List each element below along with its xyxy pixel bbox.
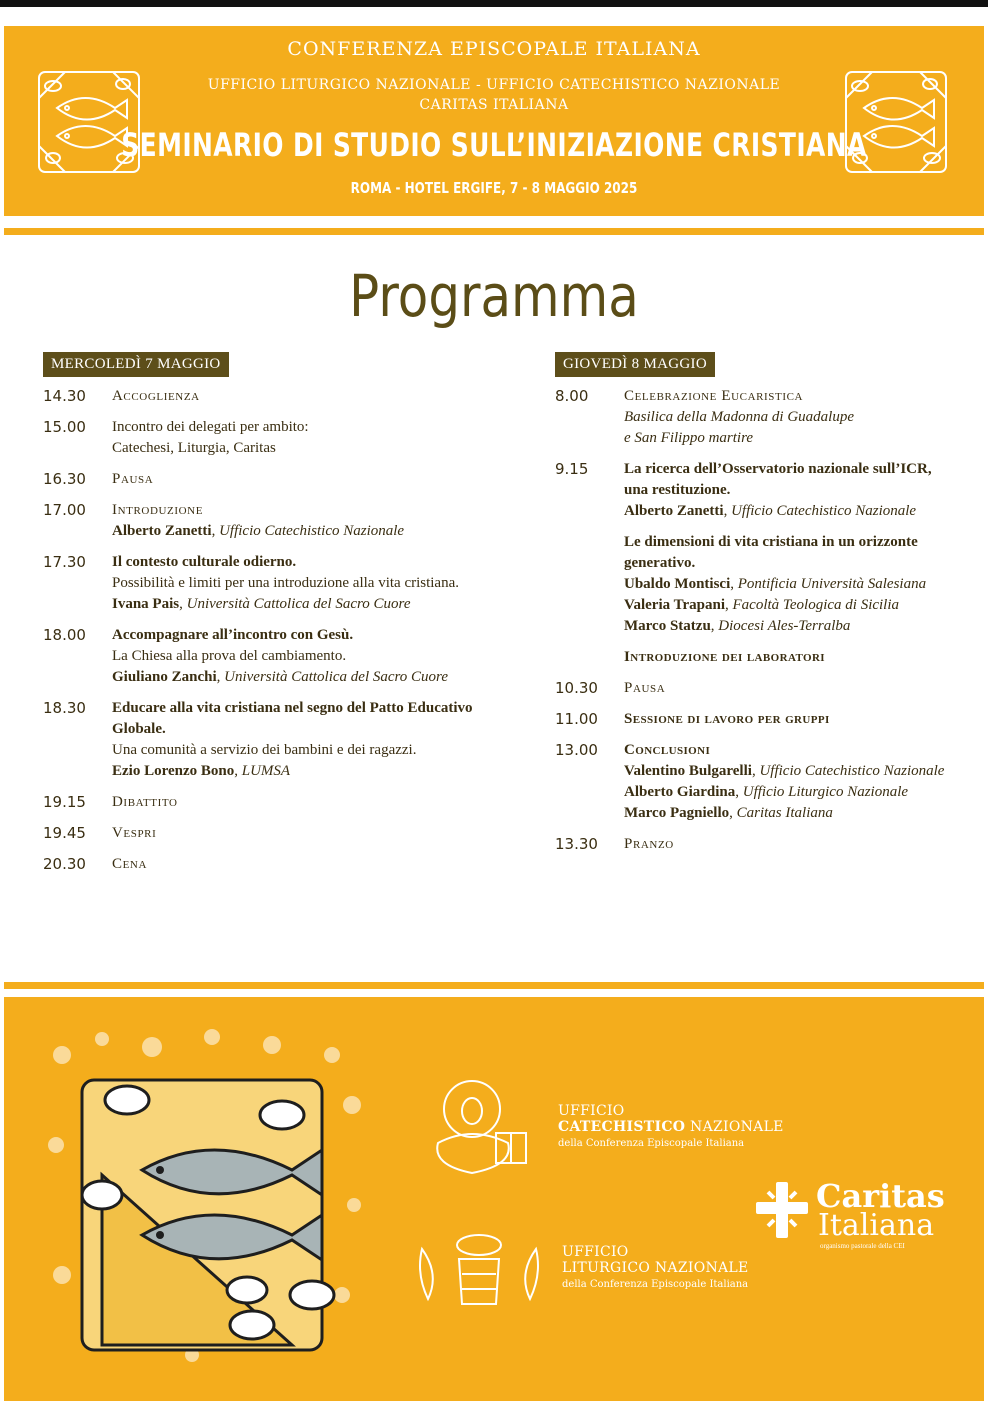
item-title: Conclusioni [624, 742, 711, 758]
item-text: Incontro dei delegati per ambito: [112, 419, 309, 435]
catechistico-office-label [558, 1103, 784, 1149]
speaker-affiliation: Ufficio Catechistico Nazionale [759, 763, 945, 779]
day2-label: GIOVEDÌ 8 MAGGIO [555, 352, 715, 377]
speaker-name: Ivana Pais [112, 596, 180, 612]
item-title: Pausa [112, 471, 154, 487]
speaker-affiliation: Diocesi Ales-Terralba [718, 618, 851, 634]
speaker-affiliation: Ufficio Liturgico Nazionale [742, 784, 909, 800]
speaker-name: Valentino Bulgarelli [624, 763, 752, 779]
item-time: 9.15 [555, 460, 589, 478]
seminar-location-date: ROMA - HOTEL ERGIFE, 7 - 8 MAGGIO 2025 [350, 179, 638, 197]
program-title: Programma [349, 262, 639, 330]
header-caritas: CARITAS ITALIANA [419, 97, 569, 113]
agenda-item [43, 386, 513, 407]
item-title: Vespri [112, 825, 157, 841]
item-time: 18.30 [43, 699, 86, 717]
fish-mosaic-icon-right [842, 68, 950, 176]
item-time: 17.00 [43, 501, 86, 519]
christ-pantocrator-icon [424, 1077, 534, 1177]
caritas-italiana: Italiana [818, 1208, 935, 1243]
item-time: 19.45 [43, 824, 86, 842]
item-title: Celebrazione Eucaristica [624, 388, 804, 404]
item-time: 13.00 [555, 741, 598, 759]
talk-title: Educare alla vita cristiana nel segno del Patto Educativo [112, 700, 473, 716]
item-time: 17.30 [43, 553, 86, 571]
agenda-item: 18.30 Educare alla vita cristiana nel segno del Patto Educativo Globale. Una comunità a servizio dei bambini e dei ragazzi. Ezio Lorenzo Bono, LUMSA [43, 698, 513, 782]
item-title: Pausa [624, 680, 666, 696]
agenda-item [43, 417, 513, 459]
talk-title: Accompagnare all’incontro con Gesù. [112, 627, 354, 643]
office-name: LITURGICO [562, 1260, 651, 1276]
speaker-name: Ezio Lorenzo Bono [112, 763, 235, 779]
speaker-name: Alberto Zanetti [112, 523, 212, 539]
item-title: Sessione di lavoro per gruppi [624, 711, 830, 727]
fish-bread-mosaic-icon [42, 1025, 367, 1367]
item-title: Introduzione [112, 502, 204, 518]
item-place: e San Filippo martire [624, 430, 754, 446]
agenda-item [43, 823, 513, 844]
item-time: 10.30 [555, 679, 598, 697]
agenda-item: 17.30 Il contesto culturale odierno. Possibilità e limiti per una introduzione alla vita cristiana. Ivana Pais, Università Cattolica del Sacro Cuore [43, 552, 513, 615]
footer-stripe [4, 982, 984, 989]
item-text: Catechesi, Liturgia, Caritas [112, 440, 276, 456]
agenda-item [555, 709, 965, 730]
item-title: Cena [112, 856, 148, 872]
talk-title: Le dimensioni di vita cristiana in un orizzonte [624, 534, 918, 550]
top-border [0, 0, 988, 7]
office-word: UFFICIO [562, 1244, 629, 1260]
office-subtitle: della Conferenza Episcopale Italiana [562, 1279, 749, 1290]
caritas-cross-icon [754, 1180, 810, 1240]
speaker-name: Giuliano Zanchi [112, 669, 217, 685]
speaker-affiliation: LUMSA [241, 763, 291, 779]
item-title: Accoglienza [112, 388, 200, 404]
agenda-item: 18.00 Accompagnare all’incontro con Gesù. La Chiesa alla prova del cambiamento. Giuliano Zanchi, Università Cattolica del Sacro Cuore [43, 625, 513, 688]
item-title: Introduzione dei laboratori [624, 649, 825, 665]
office-name-suffix: NAZIONALE [690, 1119, 784, 1135]
item-time: 15.00 [43, 418, 86, 436]
agenda-item [555, 834, 965, 855]
office-name: CATECHISTICO [558, 1119, 686, 1135]
seminar-title: SEMINARIO DI STUDIO SULL’INIZIAZIONE CRISTIANA [121, 126, 867, 164]
agenda-item [43, 792, 513, 813]
day1-label: MERCOLEDÌ 7 MAGGIO [43, 352, 229, 377]
talk-title-cont: una restituzione. [624, 482, 731, 498]
item-time: 11.00 [555, 710, 598, 728]
office-subtitle: della Conferenza Episcopale Italiana [558, 1138, 745, 1149]
talk-subtitle: Una comunità a servizio dei bambini e dei ragazzi. [112, 742, 417, 758]
speaker-name: Marco Pagniello [624, 805, 730, 821]
talk-title: Il contesto culturale odierno. [112, 554, 297, 570]
speaker-affiliation: Università Cattolica del Sacro Cuore [224, 669, 448, 685]
office-word: UFFICIO [558, 1103, 625, 1119]
agenda-item [43, 854, 513, 875]
item-time: 14.30 [43, 387, 86, 405]
agenda-item [555, 678, 965, 699]
talk-title-cont: Globale. [112, 721, 166, 737]
header-stripe [4, 228, 984, 235]
fish-mosaic-icon-left [35, 68, 143, 176]
speaker-affiliation: Pontificia Università Salesiana [737, 576, 927, 592]
speaker-name: Marco Statzu [624, 618, 711, 634]
agenda-item: 17.00 Introduzione Alberto Zanetti, Ufficio Catechistico Nazionale [43, 500, 513, 542]
day2-column [555, 352, 965, 865]
agenda-item [555, 386, 965, 449]
header-band [4, 26, 984, 216]
item-time: 16.30 [43, 470, 86, 488]
speaker-name: Alberto Giardina [624, 784, 736, 800]
item-time: 8.00 [555, 387, 589, 405]
speaker-name: Valeria Trapani [624, 597, 725, 613]
caritas-wordmark: Caritas [816, 1177, 945, 1215]
item-title: Dibattito [112, 794, 178, 810]
item-time: 19.15 [43, 793, 86, 811]
agenda-item [43, 469, 513, 490]
speaker-affiliation: Università Cattolica del Sacro Cuore [186, 596, 411, 612]
speaker-name: Alberto Zanetti [624, 503, 724, 519]
item-time: 13.30 [555, 835, 598, 853]
item-time: 18.00 [43, 626, 86, 644]
day1-column [43, 352, 513, 885]
talk-title: La ricerca dell’Osservatorio nazionale sull’ICR, [624, 461, 932, 477]
loaves-fishes-icon [414, 1229, 544, 1309]
speaker-name: Ubaldo Montisci [624, 576, 731, 592]
header-offices: UFFICIO LITURGICO NAZIONALE - UFFICIO CATECHISTICO NAZIONALE [207, 77, 781, 93]
speaker-affiliation: Ufficio Catechistico Nazionale [219, 523, 405, 539]
agenda-item: 9.15 La ricerca dell’Osservatorio nazionale sull’ICR, una restituzione. Alberto Zanetti, Ufficio Catechistico Nazionale [555, 459, 965, 522]
office-name-suffix: NAZIONALE [654, 1260, 749, 1276]
item-time: 20.30 [43, 855, 86, 873]
agenda-item [624, 647, 965, 668]
header-org: CONFERENZA EPISCOPALE ITALIANA [287, 38, 701, 60]
agenda-item: 13.00 Conclusioni Valentino Bulgarelli, Ufficio Catechistico Nazionale Alberto Giardina, Ufficio Liturgico Nazionale Marco Pagniello, Caritas Italiana [555, 740, 965, 824]
speaker-affiliation: Caritas Italiana [736, 805, 833, 821]
talk-subtitle: Possibilità e limiti per una introduzione alla vita cristiana. [112, 575, 459, 591]
item-title: Pranzo [624, 836, 674, 852]
liturgico-office-label [562, 1244, 749, 1290]
speaker-affiliation: Facoltà Teologica di Sicilia [732, 597, 900, 613]
caritas-tagline: organismo pastorale della CEI [820, 1242, 905, 1250]
talk-title-cont: generativo. [624, 555, 696, 571]
item-place: Basilica della Madonna di Guadalupe [624, 409, 854, 425]
speaker-affiliation: Ufficio Catechistico Nazionale [731, 503, 917, 519]
agenda-item: Le dimensioni di vita cristiana in un orizzonte generativo. Ubaldo Montisci, Pontificia Università Salesiana Valeria Trapani, Facoltà Teologica di Sicilia Marco Statzu, Diocesi Ales-Terralba [624, 532, 965, 637]
talk-subtitle: La Chiesa alla prova del cambiamento. [112, 648, 347, 664]
